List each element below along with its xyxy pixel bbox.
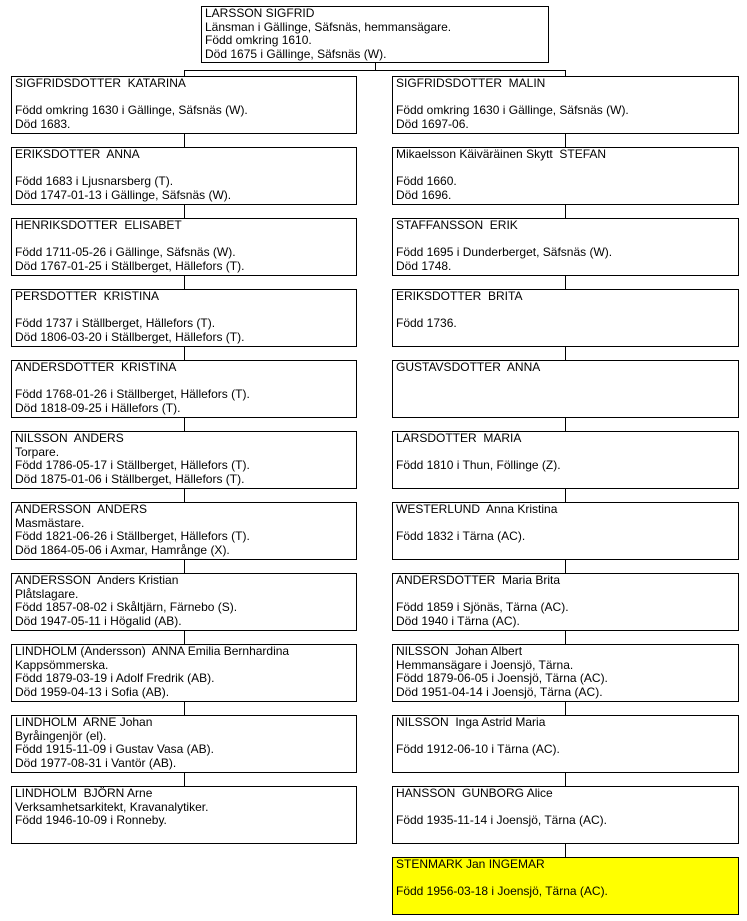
person-name: SIGFRIDSDOTTER KATARINA — [15, 76, 186, 90]
left-person-box — [11, 289, 357, 347]
person-detail-line: Född 1857-08-02 i Skåltjärn, Färnebo (S). — [15, 600, 238, 614]
person-detail-line: Född 1683 i Ljusnarsberg (T). — [15, 174, 174, 188]
person-name: HENRIKSDOTTER ELISABET — [15, 218, 182, 232]
person-detail-line: Född 1879-06-05 i Joensjö, Tärna (AC). — [396, 671, 608, 685]
person-detail-line: Plåtslagare. — [15, 586, 79, 601]
right-person-box — [392, 431, 739, 489]
person-detail-line — [15, 233, 354, 247]
person-detail-line: Född 1821-06-26 i Ställberget, Hällefors (T). — [15, 529, 250, 543]
left-generation-connector — [184, 489, 185, 502]
person-detail-line — [396, 828, 736, 842]
person-detail-line: Byråingenjör (el). — [15, 728, 107, 743]
person-detail-line: Född 1768-01-26 i Ställberget, Hällefors (T). — [15, 387, 250, 401]
left-generation-connector — [184, 702, 185, 715]
sibling-connector — [184, 70, 566, 71]
right-person-box — [392, 502, 739, 560]
person-detail-line: Död 1959-04-13 i Sofia (AB). — [15, 684, 170, 699]
right-generation-connector — [565, 418, 566, 431]
person-detail-line: Död 1747-01-13 i Gällinge, Säfsnäs (W). — [15, 187, 232, 202]
left-generation-connector — [184, 560, 185, 573]
person-detail-line: Född 1859 i Sjönäs, Tärna (AC). — [396, 600, 569, 614]
person-detail-line: Död 1951-04-14 i Joensjö, Tärna (AC). — [396, 684, 603, 699]
person-detail-line: Död 1864-05-06 i Axmar, Hamrånge (X). — [15, 542, 230, 557]
person-detail-line — [396, 730, 736, 744]
right-generation-connector — [565, 489, 566, 502]
left-generation-connector — [184, 418, 185, 431]
person-detail-line — [396, 331, 736, 345]
right-person-box — [392, 360, 739, 418]
left-person-box — [11, 573, 357, 631]
right-person-box — [392, 289, 739, 347]
person-detail-line: Död 1977-08-31 i Vantör (AB). — [15, 755, 177, 770]
right-generation-connector — [565, 702, 566, 715]
person-detail-line: Torpare. — [15, 444, 60, 459]
left-person-box — [11, 218, 357, 276]
person-detail-line: Född 1935-11-14 i Joensjö, Tärna (AC). — [396, 813, 608, 827]
person-detail-line — [396, 801, 736, 815]
person-name: HANSSON GUNBORG Alice — [396, 786, 553, 800]
root-person-box — [201, 6, 549, 63]
person-detail-line: Död 1767-01-25 i Ställberget, Hällefors (T). — [15, 258, 245, 273]
person-detail-line — [396, 233, 736, 247]
person-detail-line: Död 1947-05-11 i Högalid (AB). — [15, 613, 182, 628]
person-detail-line: Född omkring 1630 i Gällinge, Säfsnäs (W). — [15, 103, 248, 117]
right-generation-connector — [565, 773, 566, 786]
person-name: STENMARK Jan INGEMAR — [396, 857, 545, 871]
person-detail-line — [396, 402, 736, 416]
person-detail-line: Född 1736. — [396, 316, 457, 330]
person-detail-line: Död 1683. — [15, 116, 71, 131]
person-detail-line — [396, 588, 736, 602]
right-person-box — [392, 573, 739, 631]
person-detail-line: Född 1832 i Tärna (AC). — [396, 529, 526, 543]
person-name: Mikaelsson Käiväräinen Skytt STEFAN — [396, 147, 607, 161]
person-name: ERIKSDOTTER ANNA — [15, 147, 140, 161]
right-person-box — [392, 644, 739, 702]
person-detail-line: Född 1946-10-09 i Ronneby. — [15, 813, 167, 827]
person-detail-line: Född 1737 i Ställberget, Hällefors (T). — [15, 316, 216, 330]
person-detail-line — [396, 517, 736, 531]
person-name: LINDHOLM BJÖRN Arne — [15, 786, 153, 800]
person-detail-line: Länsman i Gällinge, Säfsnäs, hemmansägare. — [205, 19, 452, 34]
person-detail-line — [15, 91, 354, 105]
left-person-box — [11, 76, 357, 134]
person-name: LARSDOTTER MARIA — [396, 431, 522, 445]
person-detail-line — [396, 375, 736, 389]
person-detail-line: Död 1818-09-25 i Hällefors (T). — [15, 400, 181, 415]
person-name: SIGFRIDSDOTTER MALIN — [396, 76, 546, 90]
person-detail-line: Född 1810 i Thun, Föllinge (Z). — [396, 458, 561, 472]
person-detail-line — [396, 304, 736, 318]
person-detail-line: Död 1806-03-20 i Ställberget, Hällefors (T). — [15, 329, 245, 344]
right-generation-connector — [565, 631, 566, 644]
person-name: NILSSON ANDERS — [15, 431, 124, 445]
right-generation-connector — [565, 134, 566, 147]
left-person-box — [11, 715, 357, 773]
right-person-box — [392, 218, 739, 276]
person-detail-line: Verksamhetsarkitekt, Kravanalytiker. — [15, 799, 209, 814]
person-name: ANDERSSON Anders Kristian — [15, 573, 179, 587]
person-detail-line: Född 1786-05-17 i Ställberget, Hällefors (T). — [15, 458, 250, 472]
person-name: ANDERSDOTTER KRISTINA — [15, 360, 177, 374]
person-detail-line: Död 1748. — [396, 258, 452, 273]
person-detail-line: Född 1956-03-18 i Joensjö, Tärna (AC). — [396, 884, 608, 898]
left-generation-connector — [184, 631, 185, 644]
person-name: LARSSON SIGFRID — [205, 6, 315, 20]
left-generation-connector — [184, 773, 185, 786]
person-detail-line — [396, 388, 736, 402]
right-generation-connector — [565, 844, 566, 857]
right-person-box — [392, 715, 739, 773]
person-detail-line: Död 1875-01-06 i Ställberget, Hällefors (T). — [15, 471, 245, 486]
person-detail-line — [396, 544, 736, 558]
person-name: LINDHOLM ARNE Johan — [15, 715, 153, 729]
left-person-box — [11, 644, 357, 702]
person-detail-line — [396, 757, 736, 771]
left-person-box — [11, 431, 357, 489]
left-person-box — [11, 360, 357, 418]
right-person-box — [392, 786, 739, 844]
person-detail-line: Masmästare. — [15, 515, 85, 530]
person-detail-line: Född omkring 1630 i Gällinge, Säfsnäs (W). — [396, 103, 629, 117]
person-name: LINDHOLM (Andersson) ANNA Emilia Bernhardina — [15, 644, 290, 658]
person-detail-line — [396, 473, 736, 487]
person-detail-line: Född 1879-03-19 i Adolf Fredrik (AB). — [15, 671, 215, 685]
person-detail-line — [15, 162, 354, 176]
person-detail-line: Död 1696. — [396, 187, 452, 202]
person-name: GUSTAVSDOTTER ANNA — [396, 360, 541, 374]
left-person-box — [11, 147, 357, 205]
highlighted-person-box — [392, 857, 739, 915]
person-detail-line: Död 1675 i Gällinge, Säfsnäs (W). — [205, 46, 387, 61]
person-detail-line — [396, 872, 736, 886]
left-person-box — [11, 786, 357, 844]
left-generation-connector — [184, 276, 185, 289]
right-person-box — [392, 147, 739, 205]
person-name: STAFFANSSON ERIK — [396, 218, 518, 232]
person-detail-line: Född 1695 i Dunderberget, Säfsnäs (W). — [396, 245, 613, 259]
person-detail-line: Död 1940 i Tärna (AC). — [396, 613, 520, 628]
person-detail-line: Kappsömmerska. — [15, 657, 109, 672]
person-detail-line — [15, 304, 354, 318]
left-person-box — [11, 502, 357, 560]
person-name: ERIKSDOTTER BRITA — [396, 289, 523, 303]
person-detail-line: Född 1711-05-26 i Gällinge, Säfsnäs (W). — [15, 245, 236, 259]
person-detail-line — [15, 828, 354, 842]
person-detail-line — [396, 162, 736, 176]
person-name: ANDERSSON ANDERS — [15, 502, 148, 516]
left-generation-connector — [184, 347, 185, 360]
person-name: NILSSON Johan Albert — [396, 644, 523, 658]
person-detail-line — [396, 91, 736, 105]
person-name: ANDERSDOTTER Maria Brita — [396, 573, 561, 587]
left-generation-connector — [184, 205, 185, 218]
right-person-box — [392, 76, 739, 134]
person-detail-line: Född 1915-11-09 i Gustav Vasa (AB). — [15, 742, 214, 756]
left-generation-connector — [184, 134, 185, 147]
person-detail-line — [396, 899, 736, 913]
person-detail-line: Född omkring 1610. — [205, 33, 312, 47]
right-generation-connector — [565, 205, 566, 218]
right-generation-connector — [565, 560, 566, 573]
person-detail-line — [396, 446, 736, 460]
right-generation-connector — [565, 347, 566, 360]
person-detail-line: Hemmansägare i Joensjö, Tärna. — [396, 657, 574, 672]
person-name: NILSSON Inga Astrid Maria — [396, 715, 546, 729]
root-connector — [375, 63, 376, 70]
person-detail-line: Död 1697-06. — [396, 116, 469, 131]
person-detail-line: Född 1912-06-10 i Tärna (AC). — [396, 742, 560, 756]
person-name: WESTERLUND Anna Kristina — [396, 502, 558, 516]
person-detail-line: Född 1660. — [396, 174, 457, 188]
person-name: PERSDOTTER KRISTINA — [15, 289, 160, 303]
right-generation-connector — [565, 276, 566, 289]
person-detail-line — [15, 375, 354, 389]
